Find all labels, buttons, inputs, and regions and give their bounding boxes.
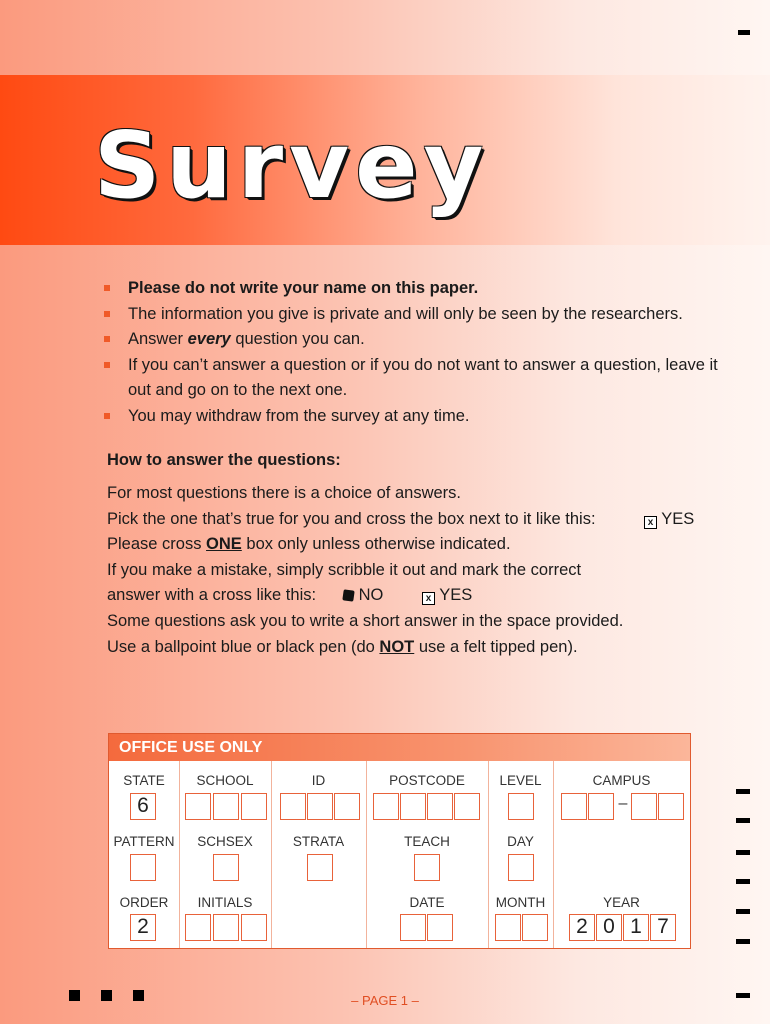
- schsex-box[interactable]: [213, 854, 239, 881]
- registration-mark: [736, 879, 750, 884]
- postcode-box[interactable]: [427, 793, 453, 820]
- label-year: YEAR: [603, 895, 640, 910]
- instruction-line: Use a ballpoint blue or black pen (do NOT use a felt tipped pen).: [107, 637, 578, 656]
- list-item: Please do not write your name on this paper.: [104, 276, 744, 302]
- campus-box[interactable]: [561, 793, 587, 820]
- instruction-line: answer with a cross like this: NO x YES: [107, 586, 473, 605]
- list-item: Answer every question you can.: [104, 327, 744, 353]
- date-box[interactable]: [427, 914, 453, 941]
- label-postcode: POSTCODE: [389, 773, 465, 788]
- label-campus: CAMPUS: [592, 773, 651, 788]
- label-initials: INITIALS: [197, 895, 253, 910]
- id-box[interactable]: [307, 793, 333, 820]
- date-box[interactable]: [400, 914, 426, 941]
- day-box[interactable]: [508, 854, 534, 881]
- bullet-icon: [104, 311, 110, 317]
- school-box[interactable]: [213, 793, 239, 820]
- registration-mark: [736, 909, 750, 914]
- campus-separator: –: [618, 795, 628, 812]
- label-id: ID: [311, 773, 326, 788]
- instruction-line: Please cross ONE box only unless otherwise indicated.: [107, 535, 511, 554]
- registration-mark: [736, 818, 750, 823]
- page-number: – PAGE 1 –: [351, 993, 419, 1008]
- year-box[interactable]: 0: [596, 914, 622, 941]
- label-state: STATE: [123, 773, 165, 788]
- month-box[interactable]: [522, 914, 548, 941]
- postcode-box[interactable]: [373, 793, 399, 820]
- year-box[interactable]: 1: [623, 914, 649, 941]
- registration-mark: [736, 939, 750, 944]
- label-schsex: SCHSEX: [197, 834, 253, 849]
- scribbled-box-icon: [342, 590, 354, 602]
- instruction-line: Pick the one that’s true for you and cross the box next to it like this: x YES: [107, 509, 695, 528]
- school-box[interactable]: [185, 793, 211, 820]
- instruction-line: Some questions ask you to write a short answer in the space provided.: [107, 611, 624, 630]
- label-pattern: PATTERN: [113, 834, 175, 849]
- office-use-panel: [108, 733, 691, 949]
- how-to-heading: How to answer the questions:: [107, 451, 341, 469]
- year-box[interactable]: 7: [650, 914, 676, 941]
- id-box[interactable]: [334, 793, 360, 820]
- list-item: You may withdraw from the survey at any time.: [104, 404, 744, 430]
- label-strata: STRATA: [292, 834, 345, 849]
- instruction-line: For most questions there is a choice of answers.: [107, 484, 461, 502]
- postcode-box[interactable]: [454, 793, 480, 820]
- registration-mark: [736, 850, 750, 855]
- crossed-box-icon: x: [644, 516, 657, 529]
- bullet-icon: [104, 413, 110, 419]
- level-box[interactable]: [508, 793, 534, 820]
- initials-box[interactable]: [185, 914, 211, 941]
- how-to-instructions: [107, 481, 747, 660]
- office-use-heading: OFFICE USE ONLY: [109, 734, 690, 761]
- label-school: SCHOOL: [196, 773, 254, 788]
- order-box[interactable]: 2: [130, 914, 156, 941]
- list-item: If you can’t answer a question or if you do not want to answer a question, leave it out and go on to the next one.: [104, 353, 744, 404]
- label-month: MONTH: [495, 895, 546, 910]
- bullet-icon: [104, 362, 110, 368]
- campus-box[interactable]: [631, 793, 657, 820]
- state-box[interactable]: 6: [130, 793, 156, 820]
- strata-box[interactable]: [307, 854, 333, 881]
- teach-box[interactable]: [414, 854, 440, 881]
- postcode-box[interactable]: [400, 793, 426, 820]
- label-date: DATE: [409, 895, 445, 910]
- instruction-list: [104, 276, 744, 429]
- registration-mark: [736, 789, 750, 794]
- instruction-line: If you make a mistake, simply scribble it out and mark the correct: [107, 560, 582, 579]
- campus-box[interactable]: [588, 793, 614, 820]
- label-level: LEVEL: [499, 773, 542, 788]
- initials-box[interactable]: [241, 914, 267, 941]
- crossed-box-icon: x: [422, 592, 435, 605]
- list-item: The information you give is private and will only be seen by the researchers.: [104, 302, 744, 328]
- id-box[interactable]: [280, 793, 306, 820]
- label-teach: TEACH: [404, 834, 450, 849]
- bullet-icon: [104, 336, 110, 342]
- month-box[interactable]: [495, 914, 521, 941]
- label-order: ORDER: [119, 895, 169, 910]
- school-box[interactable]: [241, 793, 267, 820]
- page-title: Survey: [94, 112, 490, 219]
- label-day: DAY: [507, 834, 534, 849]
- campus-box[interactable]: [658, 793, 684, 820]
- bullet-icon: [104, 285, 110, 291]
- registration-mark: [738, 30, 750, 35]
- pattern-box[interactable]: [130, 854, 156, 881]
- initials-box[interactable]: [213, 914, 239, 941]
- year-box[interactable]: 2: [569, 914, 595, 941]
